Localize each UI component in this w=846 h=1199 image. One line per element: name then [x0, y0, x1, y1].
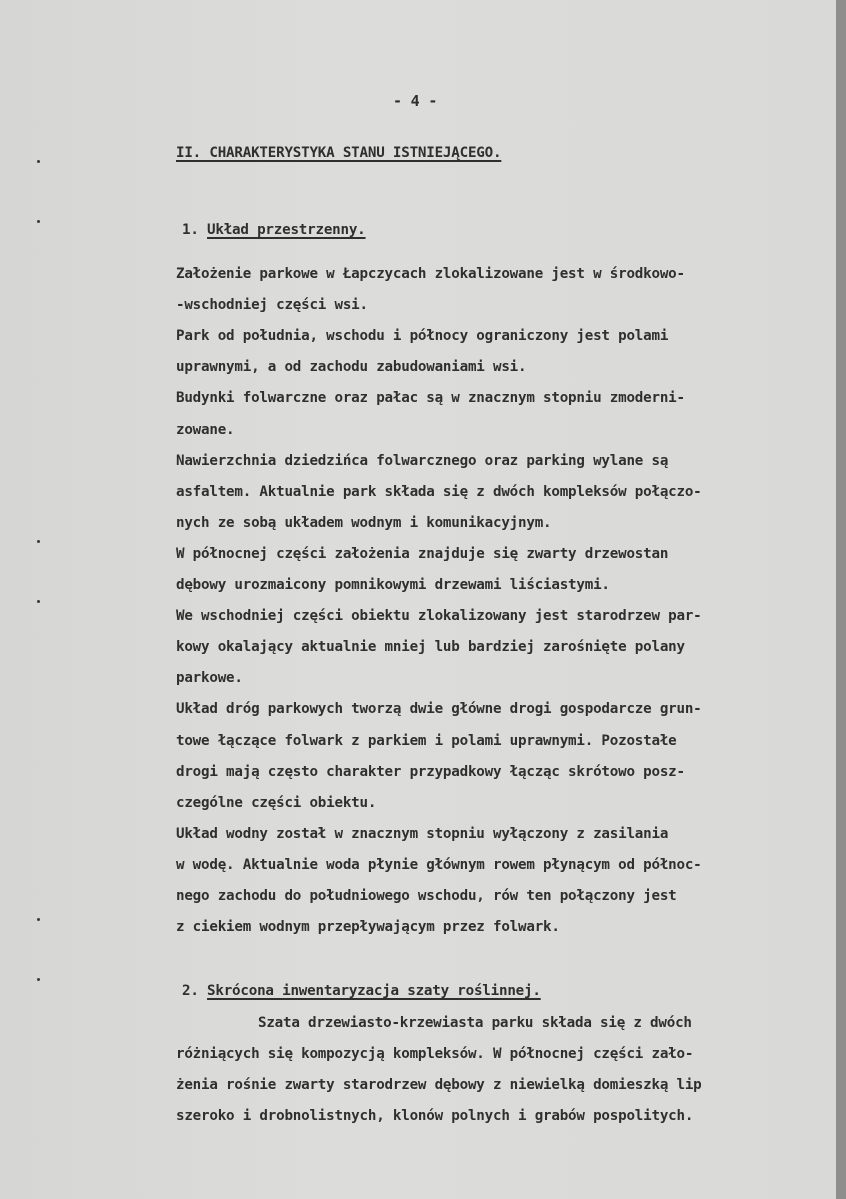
scan-edge	[836, 0, 846, 1199]
section-1-heading	[182, 222, 366, 238]
body-text-line: Park od południa, wschodu i północy ograniczony jest polami	[176, 328, 669, 345]
body-text-line: towe łączące folwark z parkiem i polami uprawnymi. Pozostałe	[176, 732, 677, 749]
punch-hole-mark	[37, 978, 40, 981]
body-text-line: kowy okalający aktualnie mniej lub bardziej zarośnięte polany	[176, 639, 685, 656]
body-text-line: Nawierzchnia dziedzińca folwarcznego oraz parking wylane są	[176, 452, 669, 469]
body-text-line: nych ze sobą układem wodnym i komunikacyjnym.	[176, 514, 552, 531]
body-text-line: parkowe.	[176, 670, 243, 687]
chapter-heading: II. CHARAKTERYSTYKA STANU ISTNIEJĄCEGO.	[176, 145, 502, 161]
punch-hole-mark	[37, 160, 40, 163]
section-2-number: 2.	[182, 983, 199, 999]
body-text-line: z ciekiem wodnym przepływającym przez folwark.	[176, 919, 560, 936]
body-text-line: drogi mają często charakter przypadkowy łącząc skrótowo posz-	[176, 763, 685, 780]
body-text-line: różniących się kompozycją kompleksów. W północnej części zało-	[176, 1046, 694, 1062]
section-2-heading	[182, 983, 541, 999]
punch-hole-mark	[37, 600, 40, 603]
body-text-line: w wodę. Aktualnie woda płynie głównym rowem płynącym od północ-	[176, 856, 702, 873]
section-1-number: 1.	[182, 222, 199, 238]
page-number: - 4 -	[393, 92, 438, 110]
body-text-line: dębowy urozmaicony pomnikowymi drzewami liściastymi.	[176, 577, 610, 593]
body-text-line: czególne części obiektu.	[176, 794, 377, 811]
punch-hole-mark	[37, 220, 40, 223]
body-text-line: Szata drzewiasto-krzewiasta parku składa się z dwóch	[258, 1015, 692, 1031]
body-text-line: Układ wodny został w znacznym stopniu wyłączony z zasilania	[176, 825, 669, 842]
body-text-line: Budynki folwarczne oraz pałac są w znacznym stopniu zmoderni-	[176, 390, 685, 407]
body-text-line: szeroko i drobnolistnych, klonów polnych i grabów pospolitych.	[176, 1108, 694, 1124]
body-text-line: żenia rośnie zwarty starodrzew dębowy z niewielką domieszką lip	[176, 1077, 702, 1093]
section-1-title: Układ przestrzenny.	[207, 222, 366, 238]
body-text-line: We wschodniej części obiektu zlokalizowany jest starodrzew par-	[176, 608, 702, 625]
body-text-line: uprawnymi, a od zachodu zabudowaniami wsi.	[176, 359, 527, 376]
body-text-line: asfaltem. Aktualnie park składa się z dwóch kompleksów połączo-	[176, 483, 702, 500]
punch-hole-mark	[37, 540, 40, 543]
body-text-line: zowane.	[176, 421, 235, 438]
punch-hole-mark	[37, 918, 40, 921]
body-text-line: nego zachodu do południowego wschodu, rów ten połączony jest	[176, 888, 677, 904]
body-text-line: W północnej części założenia znajduje się zwarty drzewostan	[176, 545, 669, 562]
section-2-title: Skrócona inwentaryzacja szaty roślinnej.	[207, 983, 541, 999]
body-text-line: -wschodniej części wsi.	[176, 297, 368, 314]
body-text-line: Założenie parkowe w Łapczycach zlokalizowane jest w środkowo-	[176, 266, 685, 282]
body-text-line: Układ dróg parkowych tworzą dwie główne drogi gospodarcze grun-	[176, 701, 702, 718]
